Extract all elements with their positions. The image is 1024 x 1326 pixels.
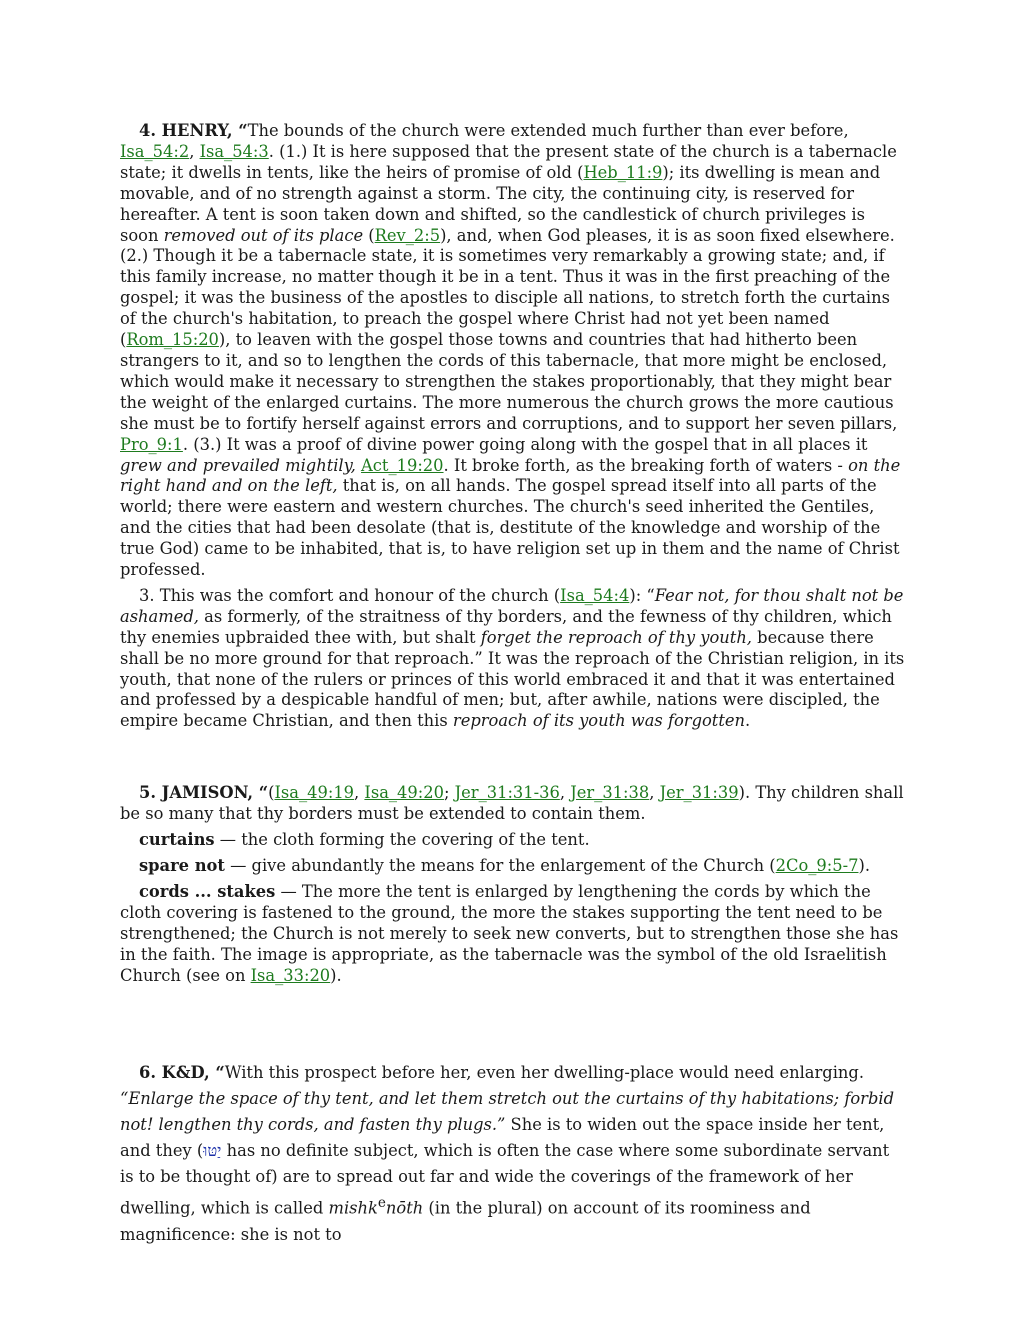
scripture-link[interactable]: Isa_33:20: [250, 965, 331, 985]
scripture-link[interactable]: Isa_49:20: [364, 783, 444, 803]
scripture-link[interactable]: Act_19:20: [361, 455, 444, 475]
term-cords-stakes: cords ... stakes: [139, 881, 276, 901]
henry-heading: 4. HENRY, “: [139, 121, 248, 140]
scripture-link[interactable]: Isa_54:2: [120, 141, 190, 161]
scripture-link[interactable]: Isa_54:3: [199, 141, 269, 161]
hebrew-word: יַטּוּ: [203, 1141, 222, 1161]
scripture-link[interactable]: Jer_31:31-36: [454, 783, 560, 803]
document-page: [120, 121, 906, 1248]
scripture-link[interactable]: Isa_49:19: [274, 783, 355, 803]
jamison-paragraph: 5. JAMISON, “(Isa_49:19, Isa_49:20; Jer_31:31-36, Jer_31:38, Jer_31:39). Thy children shall be so many that thy borders must be extended to contain them.: [120, 783, 904, 824]
term-spare-not: spare not: [139, 856, 225, 875]
jamison-curtains: curtains — the cloth forming the covering of the tent.: [139, 830, 590, 850]
term-curtains: curtains: [139, 830, 215, 850]
kd-paragraph: 6. K&D, “With this prospect before her, even her dwelling-place would need enlarging. “Enlarge the space of thy tent, and let them stretch out the curtains of thy habitations; forbid not! lengthen thy cords, and fasten thy plugs.” She is to widen out the space inside her tent, and they (יַטּוּ has no definite subject, which is often the case where some subordinate servant is to be thought of) are to spread out far and wide the coverings of the framework of her dwelling, which is called mishk$^e$nōth (in the plural) on account of its roominess and magnificence: she is not to: [120, 1063, 895, 1244]
scripture-link[interactable]: Rom_15:20: [126, 330, 219, 350]
kd-heading: 6. K&D, “: [139, 1063, 225, 1083]
scripture-link[interactable]: 2Co_9:5-7: [775, 856, 859, 875]
scripture-link[interactable]: Jer_31:39: [659, 783, 739, 803]
scripture-link[interactable]: Heb_11:9: [583, 162, 663, 182]
henry-paragraph: 4. HENRY, “The bounds of the church were extended much further than ever before, Isa_54:2, Isa_54:3. (1.) It is here supposed that the present state of the church is a tabernacle state; it dwells in tents, like the heirs of promise of old (Heb_11:9); its dwelling is mean and movable, and of no strength against a storm. The city, the continuing city, is reserved for hereafter. A tent is soon taken down and shifted, so the candlestick of church privileges is soon removed out of its place (Rev_2:5), and, when God pleases, it is as soon fixed elsewhere. (2.) Though it be a tabernacle state, it is sometimes very remarkably a growing state; and, if this family increase, no matter though it be in a tent. Thus it was in the first preaching of the gospel; it was the business of the apostles to disciple all nations, to stretch forth the curtains of the church's habitation, to preach the gospel where Christ had not yet been named (Rom_15:20), to leaven with the gospel those towns and countries that had hitherto been strangers to it, and so to lengthen the cords of this tabernacle, that more might be enclosed, which would make it necessary to strengthen the stakes proportionably, that they might bear the weight of the enlarged curtains. The more numerous the church grows the more cautious she must be to fortify herself against errors and corruptions, and to support her seven pillars, Pro_9:1. (3.) It was a proof of divine power going along with the gospel that in all places it grew and prevailed mightily, Act_19:20. It broke forth, as the breaking forth of waters - on the right hand and on the left, that is, on all hands. The gospel spread itself into all parts of the world; there were eastern and western churches. The church's seed inherited the Gentiles, and the cities that had been desolate (that is, destitute of the knowledge and worship of the true God) came to be inhabited, that is, to have religion set up in them and the name of Christ professed.: [120, 121, 901, 580]
scripture-link[interactable]: Pro_9:1: [120, 434, 183, 454]
scripture-link[interactable]: Isa_54:4: [560, 585, 630, 605]
jamison-cords-stakes: cords ... stakes — The more the tent is enlarged by lengthening the cords by which the cloth covering is fastened to the ground, the more the stakes supporting the tent need to be strengthened; the Church is not merely to seek new converts, but to strengthen those she has in the faith. The image is appropriate, as the tabernacle was the symbol of the old Israelitish Church (see on Isa_33:20).: [120, 881, 899, 985]
henry-paragraph-2: 3. This was the comfort and honour of the church (Isa_54:4): “Fear not, for thou shalt not be ashamed, as formerly, of the straitness of thy borders, and the fewness of thy children, which thy enemies upbraided thee with, but shalt forget the reproach of thy youth, because there shall be no more ground for that reproach.” It was the reproach of the Christian religion, in its youth, that none of the rulers or princes of this world embraced it and that it was entertained and professed by a despicable handful of men; but, after awhile, nations were discipled, the empire became Christian, and then this reproach of its youth was forgotten.: [120, 585, 905, 731]
jamison-spare-not: spare not — give abundantly the means for the enlargement of the Church (2Co_9:5-7).: [139, 856, 870, 875]
jamison-heading: 5. JAMISON, “: [139, 783, 269, 803]
scripture-link[interactable]: Jer_31:38: [570, 783, 650, 803]
scripture-link[interactable]: Rev_2:5: [374, 225, 441, 245]
